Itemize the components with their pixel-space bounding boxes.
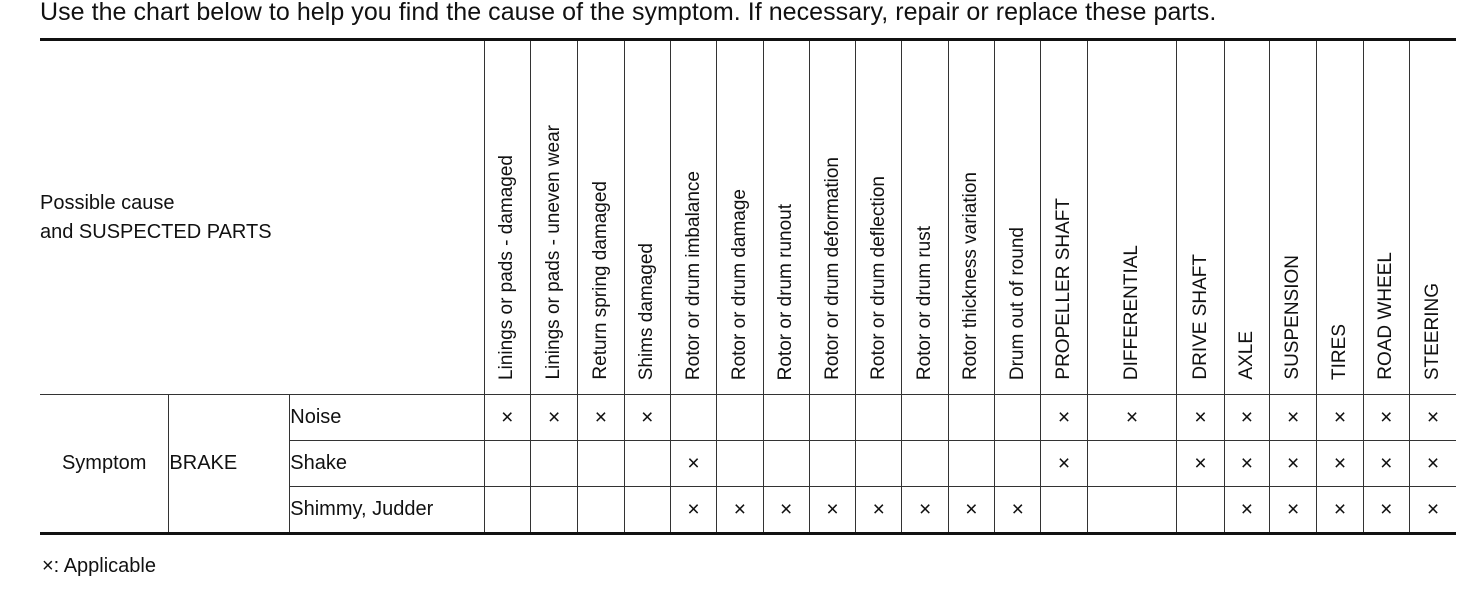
table-cell: ×	[1317, 395, 1363, 441]
table-cell	[948, 441, 994, 487]
column-header	[1177, 40, 1224, 395]
table-cell: ×	[670, 441, 716, 487]
table-cell	[856, 441, 902, 487]
column-header-label: SUSPENSION	[1282, 255, 1304, 380]
column-header-label: DRIVE SHAFT	[1189, 254, 1211, 380]
table-cell	[902, 441, 948, 487]
table-cell: ×	[1269, 441, 1316, 487]
table-cell	[670, 395, 716, 441]
table-cell: ×	[670, 487, 716, 534]
table-cell: ×	[1177, 441, 1224, 487]
column-header	[1409, 40, 1456, 395]
column-header-label: Drum out of round	[1006, 226, 1028, 380]
table-cell: ×	[1409, 487, 1456, 534]
table-cell: ×	[902, 487, 948, 534]
condition-label: Shake	[290, 441, 484, 487]
corner-line-1: Possible cause	[40, 191, 175, 214]
column-header	[1317, 40, 1363, 395]
table-cell	[717, 395, 763, 441]
troubleshooting-table	[40, 38, 1456, 535]
table-cell	[1087, 441, 1177, 487]
table-cell: ×	[1409, 441, 1456, 487]
table-cell: ×	[1363, 395, 1409, 441]
table-cell: ×	[1409, 395, 1456, 441]
table-cell: ×	[1269, 487, 1316, 534]
table-cell: ×	[1317, 441, 1363, 487]
table-cell: ×	[856, 487, 902, 534]
column-header	[995, 40, 1041, 395]
column-header-label: Rotor or drum damage	[728, 188, 750, 380]
column-header	[670, 40, 716, 395]
condition-label: Noise	[290, 395, 484, 441]
column-header-label: Return spring damaged	[589, 181, 611, 380]
table-cell: ×	[1224, 441, 1269, 487]
table-cell: ×	[1041, 395, 1087, 441]
table-cell	[1041, 487, 1087, 534]
column-header-label: DIFFERENTIAL	[1121, 244, 1143, 380]
table-cell	[902, 395, 948, 441]
column-header	[1041, 40, 1087, 395]
table-cell: ×	[948, 487, 994, 534]
table-cell: ×	[1269, 395, 1316, 441]
table-cell	[624, 441, 670, 487]
table-cell: ×	[1041, 441, 1087, 487]
table-cell: ×	[624, 395, 670, 441]
column-header	[1269, 40, 1316, 395]
table-cell: ×	[809, 487, 855, 534]
corner-header	[40, 40, 484, 395]
table-cell: ×	[1317, 487, 1363, 534]
column-header	[809, 40, 855, 395]
table-cell	[995, 395, 1041, 441]
column-header-label: Linings or pads - damaged	[496, 155, 518, 380]
column-header-label: Shims damaged	[636, 242, 658, 380]
table-cell	[948, 395, 994, 441]
column-header	[1087, 40, 1177, 395]
table-cell: ×	[484, 395, 530, 441]
intro-text: Use the chart below to help you find the cause of the symptom. If necessary, repair or replace these parts.	[40, 0, 1217, 26]
column-header	[717, 40, 763, 395]
column-header-label: ROAD WHEEL	[1375, 252, 1397, 380]
column-header-label: Rotor or drum imbalance	[682, 170, 704, 380]
column-header	[578, 40, 624, 395]
table-cell: ×	[1224, 487, 1269, 534]
table-cell	[530, 487, 577, 534]
table-cell	[624, 487, 670, 534]
column-header	[1224, 40, 1269, 395]
column-header-label: Linings or pads - uneven wear	[543, 125, 565, 380]
table-cell: ×	[578, 395, 624, 441]
table-cell	[763, 395, 809, 441]
column-header-label: STEERING	[1421, 282, 1443, 380]
column-header-label: PROPELLER SHAFT	[1053, 198, 1075, 380]
table-cell: ×	[1363, 487, 1409, 534]
table-cell	[856, 395, 902, 441]
table-cell	[578, 441, 624, 487]
column-header	[484, 40, 530, 395]
column-header	[1363, 40, 1409, 395]
table-cell	[809, 441, 855, 487]
column-header-label: Rotor or drum rust	[914, 225, 936, 380]
column-header	[763, 40, 809, 395]
table-row	[40, 395, 1456, 441]
table-cell: ×	[530, 395, 577, 441]
table-cell	[1087, 487, 1177, 534]
column-header-label: Rotor or drum deformation	[821, 157, 843, 380]
column-header-label: Rotor or drum runout	[775, 203, 797, 380]
column-header	[530, 40, 577, 395]
table-cell: ×	[717, 487, 763, 534]
table-cell	[484, 441, 530, 487]
table-cell	[530, 441, 577, 487]
table-cell	[484, 487, 530, 534]
table-cell	[809, 395, 855, 441]
header-row	[40, 40, 1456, 395]
table-cell	[1177, 487, 1224, 534]
condition-label: Shimmy, Judder	[290, 487, 484, 534]
column-header	[856, 40, 902, 395]
column-header-label: Rotor thickness variation	[960, 171, 982, 380]
table-cell	[995, 441, 1041, 487]
legend-text: ×: Applicable	[42, 555, 156, 577]
table-cell: ×	[1224, 395, 1269, 441]
column-header	[948, 40, 994, 395]
column-header	[902, 40, 948, 395]
table-cell: ×	[763, 487, 809, 534]
table-cell	[578, 487, 624, 534]
table-cell	[717, 441, 763, 487]
column-header	[624, 40, 670, 395]
table-cell: ×	[995, 487, 1041, 534]
table-cell: ×	[1087, 395, 1177, 441]
table-cell	[763, 441, 809, 487]
table-cell: ×	[1177, 395, 1224, 441]
system-label: BRAKE	[169, 395, 290, 534]
column-header-label: Rotor or drum deflection	[867, 176, 889, 380]
symptom-label: Symptom	[40, 395, 169, 534]
column-header-label: AXLE	[1235, 331, 1257, 380]
corner-line-2: and SUSPECTED PARTS	[40, 220, 272, 243]
table-cell: ×	[1363, 441, 1409, 487]
column-header-label: TIRES	[1328, 324, 1350, 380]
